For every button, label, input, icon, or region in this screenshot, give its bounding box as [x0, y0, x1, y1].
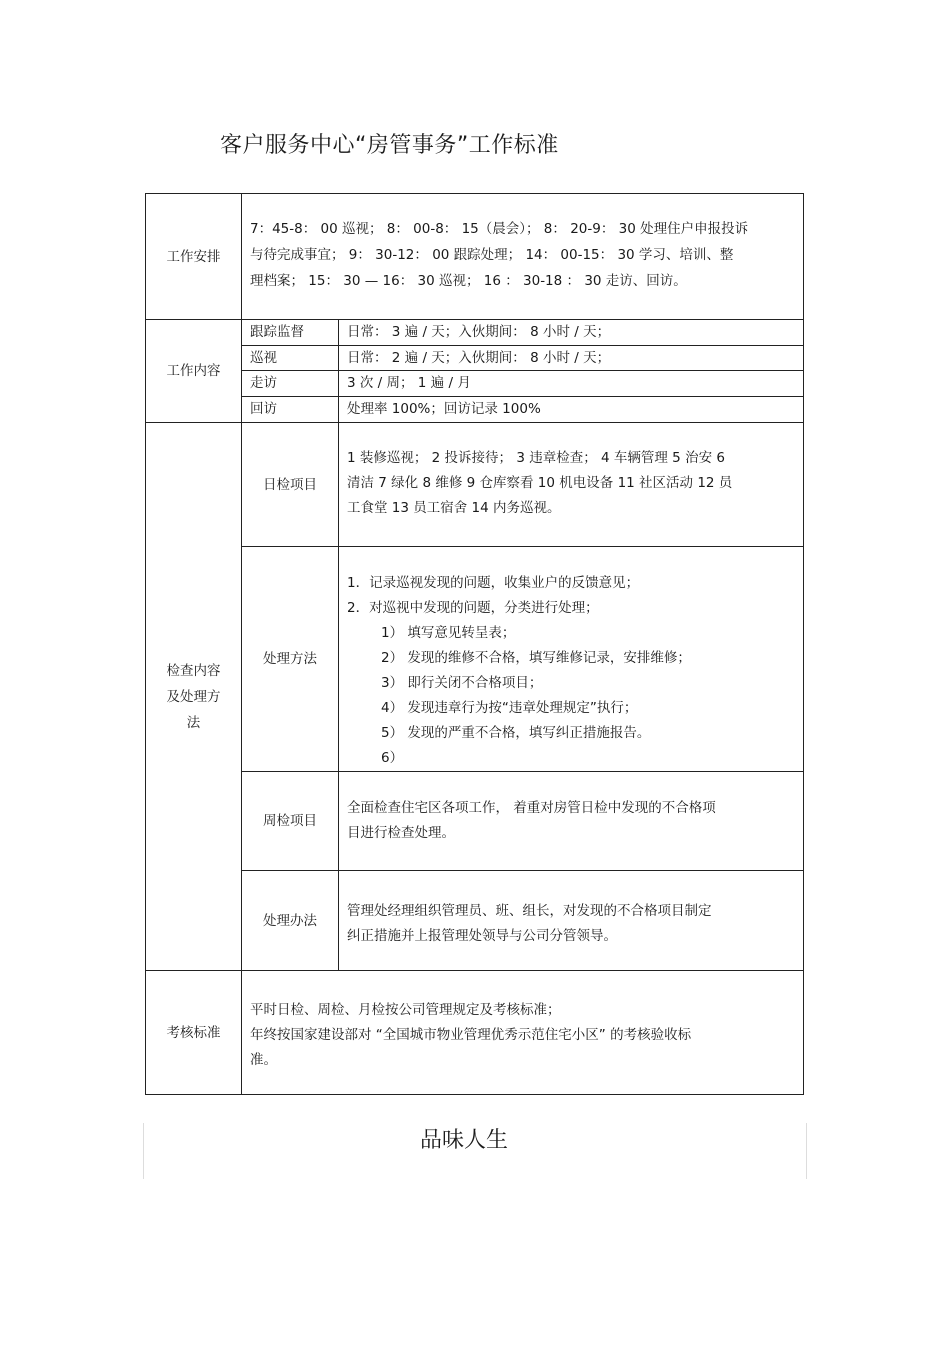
- daily-method-line: 2） 发现的维修不合格，填写维修记录，安排维修；: [381, 650, 691, 666]
- work-content-name: 跟踪监督: [250, 324, 304, 340]
- daily-method-line: 3） 即行关闭不合格项目；: [381, 675, 543, 691]
- daily-method-label: 处理方法: [263, 651, 317, 667]
- inspection-label: [146, 423, 241, 970]
- work-content-name: 巡视: [250, 350, 277, 366]
- schedule-line: 理档案； 15： 30 — 16： 30 巡视； 16 ： 30-18 ： 30 走访、回访。: [250, 273, 687, 289]
- inspection-label-line: 检查内容: [166, 662, 221, 679]
- schedule-line: 7：45-8： 00 巡视； 8： 00-8： 15（晨会）； 8： 20-9： 30 处理住户申报投诉: [250, 221, 749, 237]
- schedule-line: 与待完成事宜； 9： 30-12： 00 跟踪处理； 14： 00-15： 30 学习、培训、整: [250, 247, 734, 263]
- daily-method-line: 1） 填写意见转呈表；: [381, 625, 516, 641]
- weekly-items-text: [339, 796, 803, 846]
- schedule-text: [242, 216, 803, 294]
- weekly-method-text: [339, 899, 803, 949]
- assessment-text: [242, 998, 803, 1073]
- standards-table: [145, 193, 804, 1095]
- daily-items-line: 清洁 7 绿化 8 维修 9 仓库察看 10 机电设备 11 社区活动 12 员: [347, 475, 733, 491]
- assessment-line: 准。: [250, 1052, 277, 1068]
- work-content-value: 日常： 3 遍 / 天；入伙期间： 8 小时 / 天；: [347, 324, 611, 340]
- footer-rule: [806, 1123, 807, 1179]
- daily-method-line: 4） 发现违章行为按“违章处理规定”执行；: [381, 700, 638, 716]
- weekly-method-label: 处理办法: [263, 912, 317, 929]
- weekly-items-line: 目进行检查处理。: [347, 825, 455, 841]
- assessment-label: 考核标准: [166, 1024, 221, 1041]
- weekly-items-line: 全面检查住宅区各项工作， 着重对房管日检中发现的不合格项: [347, 800, 716, 816]
- work-content-label: 工作内容: [166, 363, 221, 379]
- inspection-label-line: 法: [186, 714, 201, 731]
- assessment-line: 平时日检、周检、月检按公司管理规定及考核标准；: [250, 1002, 561, 1018]
- daily-items-line: 1 装修巡视； 2 投诉接待； 3 违章检查； 4 车辆管理 5 治安 6: [347, 450, 725, 466]
- daily-items-line: 工食堂 13 员工宿舍 14 内务巡视。: [347, 500, 561, 516]
- assessment-line: 年终按国家建设部对 “全国城市物业管理优秀示范住宅小区” 的考核验收标: [250, 1027, 692, 1043]
- footer-rule: [143, 1123, 144, 1179]
- daily-items-text: [339, 446, 803, 521]
- daily-method-line: 2．对巡视中发现的问题，分类进行处理；: [347, 600, 599, 616]
- work-content-name: 回访: [250, 401, 277, 417]
- daily-method-line: 1．记录巡视发现的问题，收集业户的反馈意见；: [347, 575, 640, 591]
- daily-items-label: 日检项目: [263, 476, 317, 493]
- weekly-method-line: 纠正措施并上报管理处领导与公司分管领导。: [347, 928, 617, 944]
- work-content-value: 3 次 / 周； 1 遍 / 月: [347, 375, 471, 391]
- daily-method-line: 6）: [381, 750, 404, 766]
- page-title: 客户服务中心“房管事务”工作标准: [220, 133, 559, 158]
- daily-method-text: [339, 571, 803, 771]
- work-content-value: 处理率 100%；回访记录 100%: [347, 401, 541, 417]
- weekly-items-label: 周检项目: [263, 813, 317, 829]
- daily-method-line: 5） 发现的严重不合格，填写纠正措施报告。: [381, 725, 651, 741]
- divider: [146, 970, 803, 971]
- inspection-label-line: 及处理方: [166, 688, 221, 705]
- footer-title: 品味人生: [420, 1128, 509, 1153]
- weekly-method-line: 管理处经理组织管理员、班、组长，对发现的不合格项目制定: [347, 903, 712, 919]
- work-content-name: 走访: [250, 375, 277, 391]
- work-content-value: 日常： 2 遍 / 天；入伙期间： 8 小时 / 天；: [347, 350, 611, 366]
- schedule-label: 工作安排: [166, 248, 221, 265]
